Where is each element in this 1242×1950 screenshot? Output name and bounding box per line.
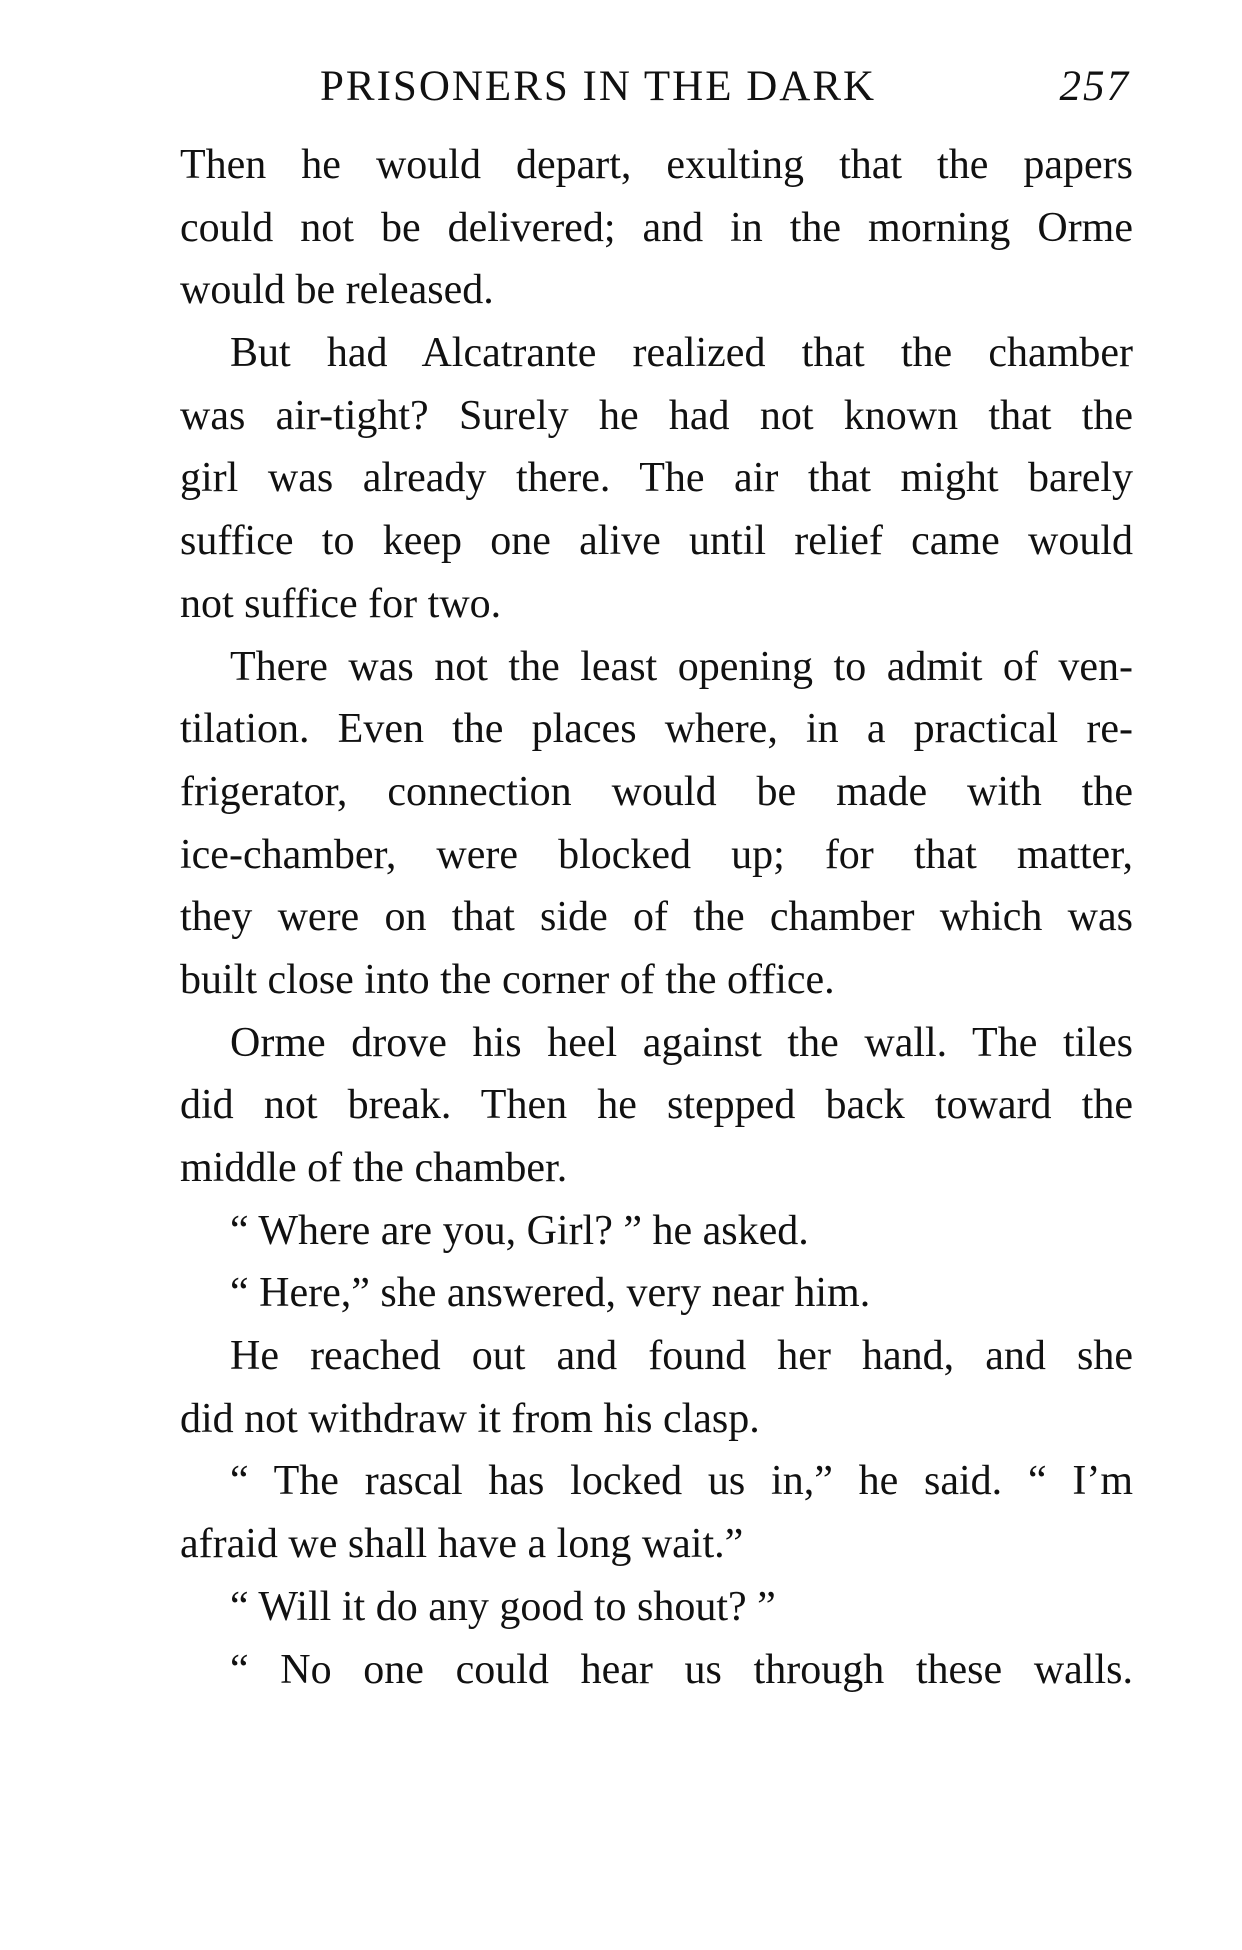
text-line: frigerator, connection would be made with the bbox=[180, 768, 1133, 815]
text-line: suffice to keep one alive until relief came would bbox=[180, 518, 1133, 565]
text-line: was air-tight? Surely he had not known that the bbox=[180, 392, 1133, 439]
text-line: afraid we shall have a long wait.” bbox=[180, 1521, 744, 1568]
text-line: Orme drove his heel against the wall. The tiles bbox=[230, 1019, 1133, 1066]
text-line: not suffice for two. bbox=[180, 580, 502, 627]
text-line: There was not the least opening to admit of ven- bbox=[230, 643, 1133, 690]
text-line: “ Here,” she answered, very near him. bbox=[230, 1270, 871, 1317]
text-line: would be released. bbox=[180, 267, 494, 314]
text-line: “ Will it do any good to shout? ” bbox=[230, 1583, 776, 1630]
text-line: middle of the chamber. bbox=[180, 1145, 568, 1191]
text-line: did not withdraw it from his clasp. bbox=[180, 1395, 760, 1442]
body-text bbox=[180, 134, 1133, 1701]
running-head bbox=[320, 62, 1130, 118]
text-line: He reached out and found her hand, and she bbox=[230, 1333, 1133, 1380]
text-line: built close into the corner of the office. bbox=[180, 956, 835, 1003]
text-line: But had Alcatrante realized that the chamber bbox=[230, 330, 1133, 377]
text-line: Then he would depart, exulting that the papers bbox=[180, 142, 1133, 188]
text-line: “ The rascal has locked us in,” he said. “ I’m bbox=[230, 1458, 1133, 1505]
text-line: girl was already there. The air that might barely bbox=[180, 455, 1133, 502]
page-number: 257 bbox=[1059, 63, 1130, 110]
text-line: could not be delivered; and in the morning Orme bbox=[180, 204, 1133, 251]
text-line: “ No one could hear us through these walls. bbox=[230, 1646, 1133, 1693]
text-line: ice-chamber, were blocked up; for that matter, bbox=[180, 831, 1133, 878]
text-line: “ Where are you, Girl? ” he asked. bbox=[230, 1207, 809, 1254]
text-line: they were on that side of the chamber which was bbox=[180, 894, 1133, 941]
text-line: tilation. Even the places where, in a practical re- bbox=[180, 706, 1133, 753]
text-line: did not break. Then he stepped back toward the bbox=[180, 1082, 1133, 1129]
running-title: PRISONERS IN THE DARK bbox=[320, 63, 877, 110]
